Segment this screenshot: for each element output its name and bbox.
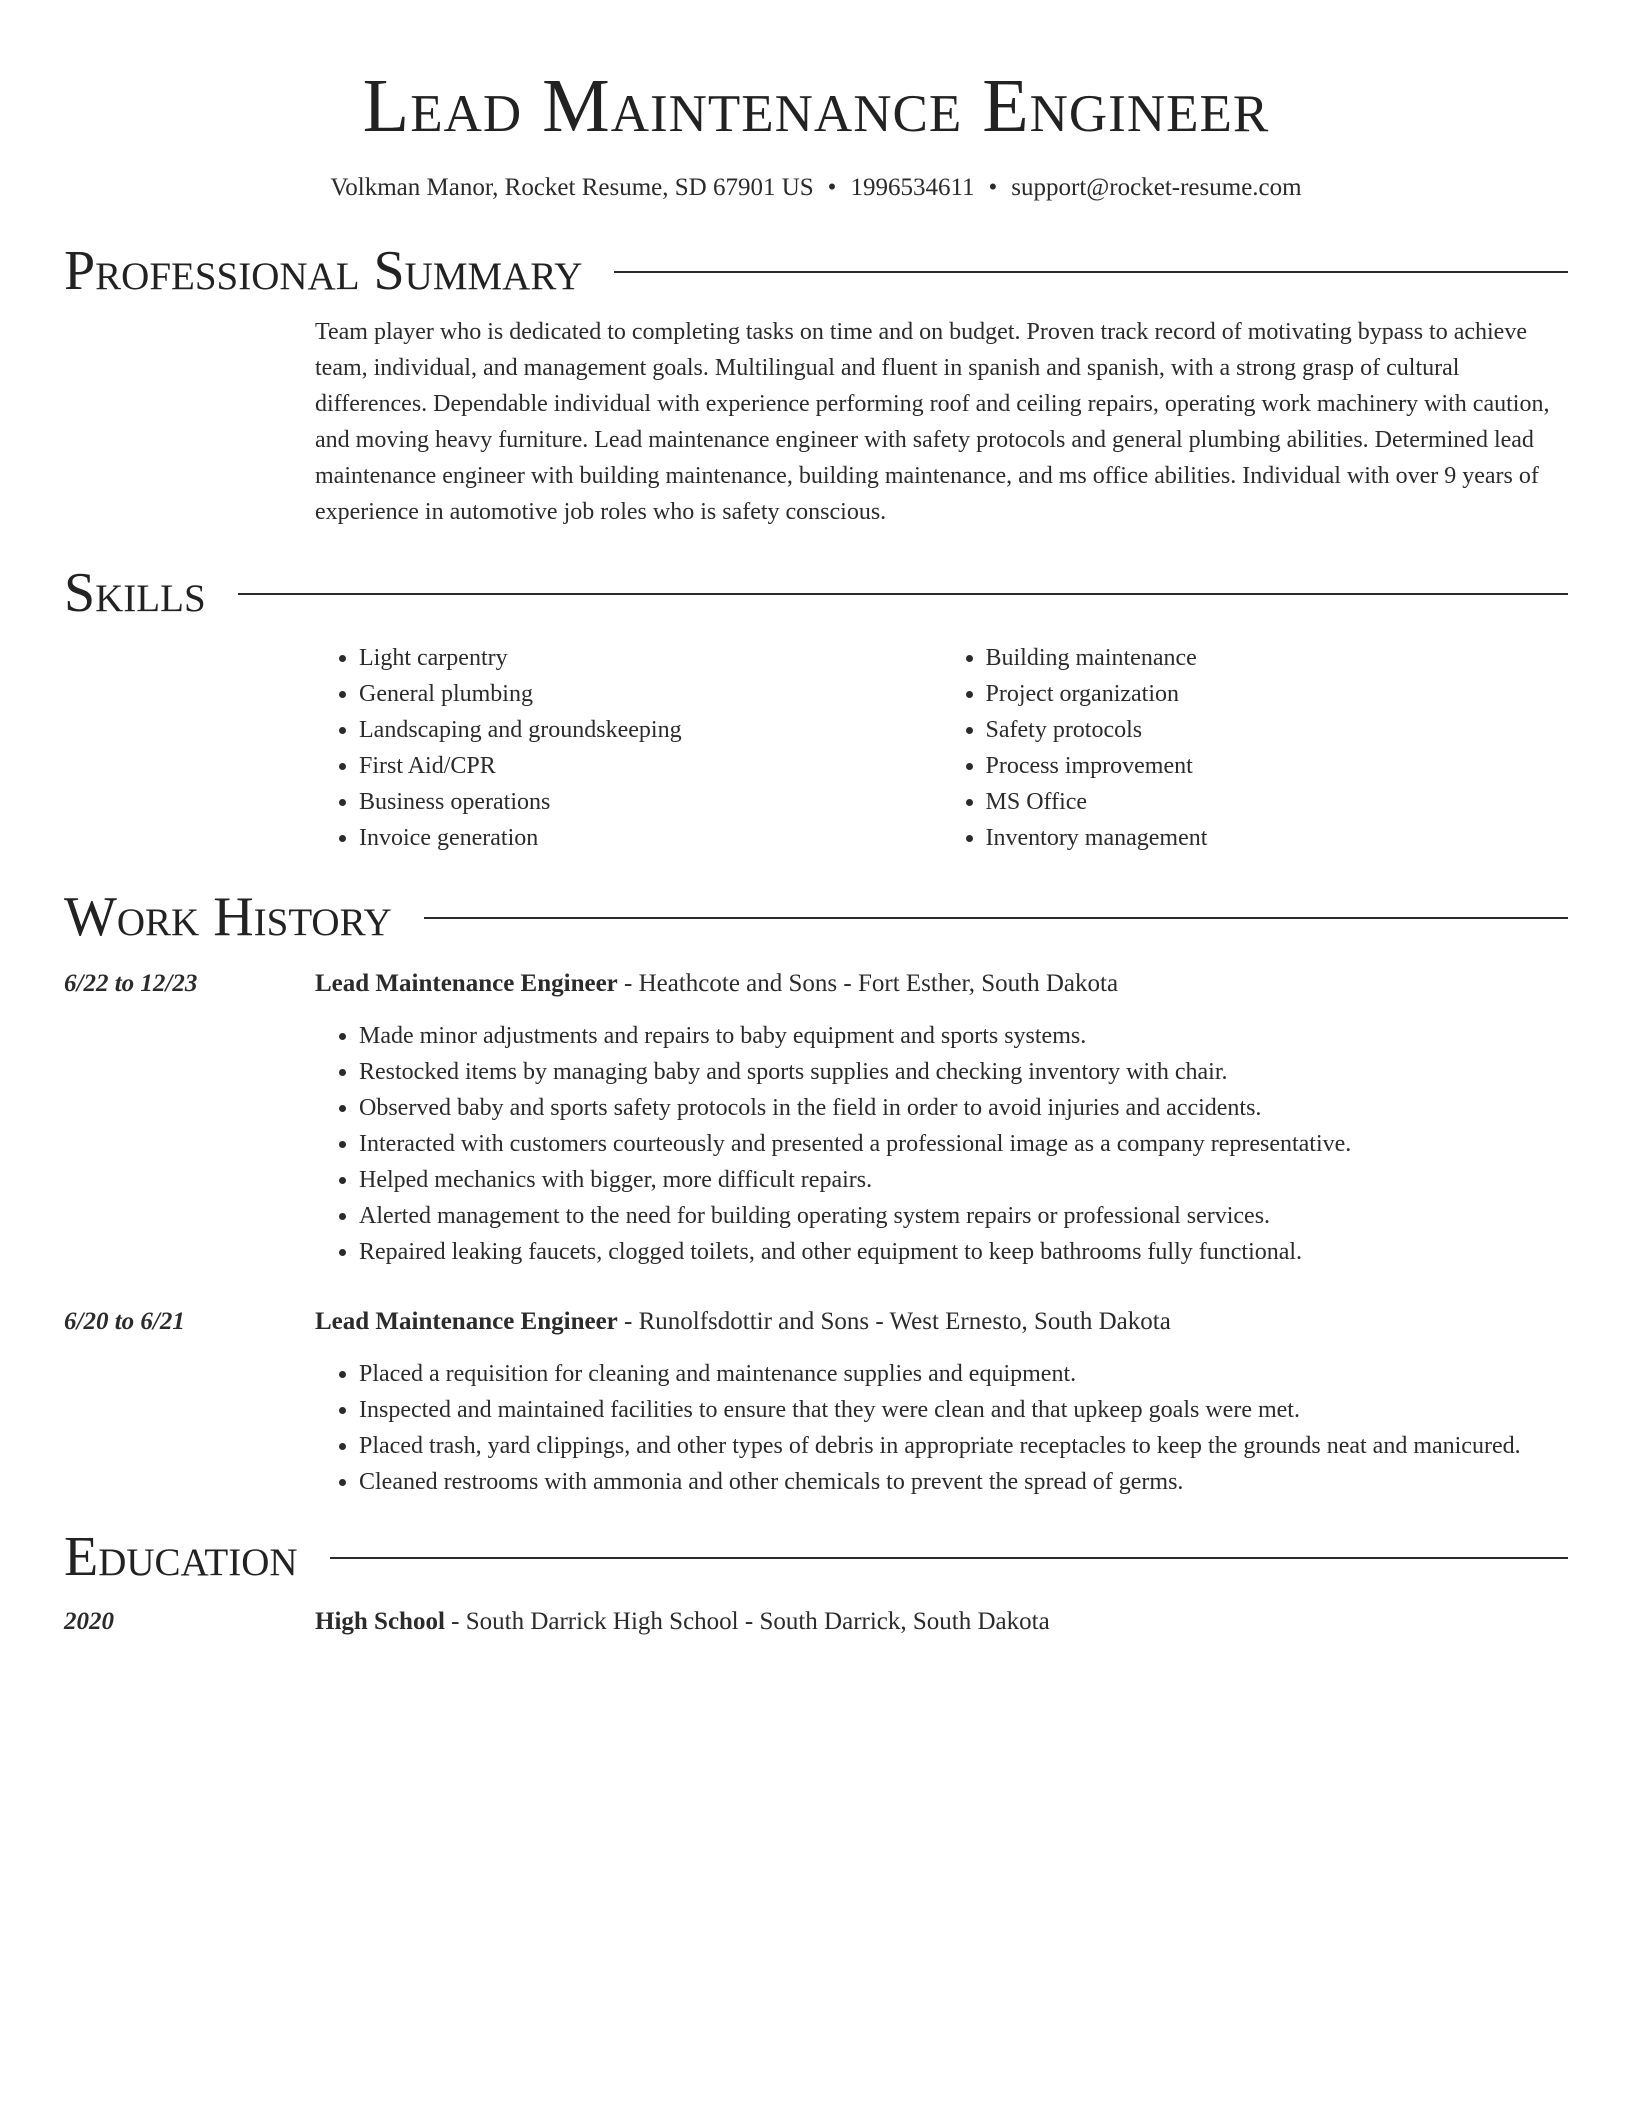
summary-text: Team player who is dedicated to completing tasks on time and on budget. Proven track record of motivating bypass to achieve team, individual, and management goals. Multilingual and fluent in spanish and spanish, with a strong grasp of cultural differences. Dependable individual with experience performing roof and ceiling repairs, operating work machinery with caution, and moving heavy furniture. Lead maintenance engineer with safety protocols and general plumbing abilities. Determined lead maintenance engineer with building maintenance, building maintenance, and ms office abilities. Individual with over 9 years of experience in automotive job roles who is safety conscious. <box>315 319 1550 525</box>
skills-section <box>315 640 1568 856</box>
skill-item: • Landscaping and groundskeeping <box>359 712 942 748</box>
job-entry <box>64 1304 1568 1500</box>
job-dates: 6/22 to 12/23 <box>64 970 198 997</box>
resume-page <box>64 0 1568 1640</box>
job-bullet: • Observed baby and sports safety protocols in the field in order to avoid injuries and accidents. <box>359 1090 1568 1126</box>
summary-section-header <box>64 238 1568 304</box>
job-bullet: • Alerted management to the need for building operating system repairs or professional services. <box>359 1198 1568 1234</box>
job-details: - Runolfsdottir and Sons - West Ernesto, South Dakota <box>617 1308 1171 1335</box>
skill-item: • Business operations <box>359 784 942 820</box>
skills-section-header <box>64 560 1568 626</box>
job-bullet: • Restocked items by managing baby and sports supplies and checking inventory with chair. <box>359 1054 1568 1090</box>
contact-line <box>64 172 1568 204</box>
job-bullet: • Inspected and maintained facilities to ensure that they were clean and that upkeep goals were met. <box>359 1392 1568 1428</box>
job-bullet: • Made minor adjustments and repairs to baby equipment and sports systems. <box>359 1018 1568 1054</box>
skill-item: • First Aid/CPR <box>359 748 942 784</box>
skill-item: • Process improvement <box>986 748 1569 784</box>
education-details: - South Darrick High School - South Darrick, South Dakota <box>444 1608 1050 1635</box>
education-heading: Education <box>64 1526 298 1588</box>
contact-separator: • <box>827 174 837 201</box>
section-divider <box>614 271 1568 273</box>
education-entry <box>64 1604 1568 1640</box>
job-bullet: • Placed a requisition for cleaning and maintenance supplies and equipment. <box>359 1356 1568 1392</box>
job-entry <box>64 966 1568 1270</box>
job-title: Lead Maintenance Engineer <box>315 1308 618 1335</box>
section-divider <box>424 917 1568 919</box>
skill-item: • Project organization <box>986 676 1569 712</box>
job-bullet: • Cleaned restrooms with ammonia and other chemicals to prevent the spread of germs. <box>359 1464 1568 1500</box>
summary-heading: Professional Summary <box>64 240 583 302</box>
section-divider <box>330 1557 1568 1559</box>
contact-phone: 1996534611 <box>850 174 975 201</box>
job-bullets <box>315 1356 1568 1500</box>
education-degree: High School <box>315 1608 445 1635</box>
education-year: 2020 <box>64 1608 114 1635</box>
contact-separator: • <box>988 174 998 201</box>
skill-item: • Light carpentry <box>359 640 942 676</box>
education-body <box>315 1604 1568 1640</box>
job-details: - Heathcote and Sons - Fort Esther, South Dakota <box>617 970 1119 997</box>
skill-item: • General plumbing <box>359 676 942 712</box>
skill-item: • Safety protocols <box>986 712 1569 748</box>
job-bullet: • Placed trash, yard clippings, and other types of debris in appropriate receptacles to keep the grounds neat and manicured. <box>359 1428 1568 1464</box>
job-dates: 6/20 to 6/21 <box>64 1308 185 1335</box>
skills-heading: Skills <box>64 562 206 624</box>
skill-item: • Invoice generation <box>359 820 942 856</box>
job-title: Lead Maintenance Engineer <box>315 970 618 997</box>
job-bullet: • Repaired leaking faucets, clogged toilets, and other equipment to keep bathrooms fully functional. <box>359 1234 1568 1270</box>
job-bullet: • Helped mechanics with bigger, more difficult repairs. <box>359 1162 1568 1198</box>
job-bullets <box>315 1018 1568 1270</box>
contact-address: Volkman Manor, Rocket Resume, SD 67901 US <box>330 174 814 201</box>
contact-email: support@rocket-resume.com <box>1011 174 1302 201</box>
skill-item: • MS Office <box>986 784 1569 820</box>
education-title-line <box>315 1604 1568 1640</box>
skills-list-right <box>942 640 1569 856</box>
skill-item: • Inventory management <box>986 820 1569 856</box>
summary-section <box>315 314 1568 530</box>
skill-item: • Building maintenance <box>986 640 1569 676</box>
job-body <box>315 1304 1568 1500</box>
job-title-line <box>315 966 1568 1002</box>
job-bullet: • Interacted with customers courteously and presented a professional image as a company representative. <box>359 1126 1568 1162</box>
work-heading: Work History <box>64 886 392 948</box>
work-section-header <box>64 884 1568 950</box>
education-section-header <box>64 1524 1568 1590</box>
section-divider <box>238 593 1568 595</box>
resume-name: Lead Maintenance Engineer <box>362 64 1270 148</box>
job-title-line <box>315 1304 1568 1340</box>
skills-list-left <box>315 640 942 856</box>
job-body <box>315 966 1568 1270</box>
